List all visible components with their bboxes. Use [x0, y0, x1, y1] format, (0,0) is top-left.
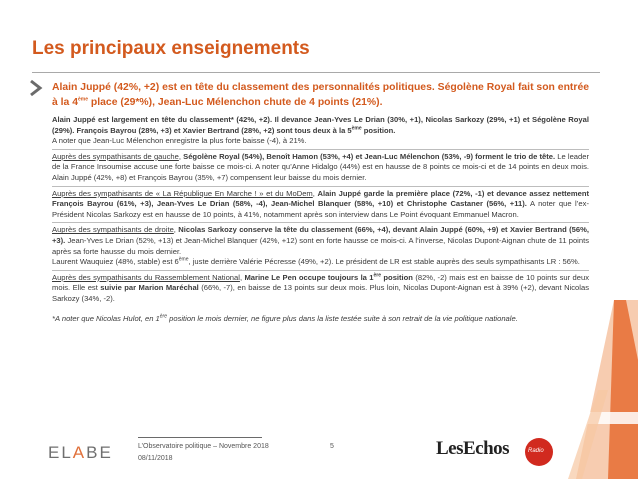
right-text: Jean-Yves Le Drian (52%, +13) et Jean-Michel Blanquer (42%, +12) sont en forte hausse ce mois-ci. A l’inverse, Nicolas Dupont-Aignan chute de 11 points après sa forte hausse du mois dernier. — [52, 235, 589, 256]
chevron-right-icon — [28, 78, 44, 98]
elabe-logo — [48, 443, 113, 463]
lrem-bold: Alain Juppé garde la première place (72%, -1) et devance assez nettement François Bayrou (61%, +3), Jean-Yves Le Drian (58%, -4), Jean-Michel Blanquer (58%, +10) et Christophe Castaner (56%, +11). — [52, 188, 589, 209]
right-sup: ème — [178, 256, 189, 263]
right-block — [52, 223, 589, 270]
right-heading: Auprès des sympathisants de droite — [52, 225, 174, 235]
lead-text-2: place (29*%), Jean-Luc Mélenchon chute de 4 points (21%). — [88, 96, 383, 108]
left-block — [52, 150, 589, 187]
elabe-logo-b: A — [72, 443, 87, 462]
footer-survey-title: L’Observatoire politique – Novembre 2018 — [138, 443, 269, 450]
left-text: Le leader de la France Insoumise accuse une forte baisse ce mois-ci. A noter qu’Anne Hidalgo (44%) est en hausse de 8 points ce mois-ci et de 14 points en deux mois. Alain Juppé (42%, +8) et François Bayrou (35%, +7) compensent leur baisse du mois dernier. — [52, 151, 589, 182]
lead-text-1: Alain Juppé (42%, +2) est en tête du classement des personnalités politiques. Ségolène Royal fait son entrée à la 4 — [52, 82, 589, 108]
footer-date: 08/11/2018 — [138, 455, 173, 462]
footnote-b: position le mois dernier, ne figure plus dans la liste testée suite à son retrait de la vie politique nationale. — [167, 313, 518, 323]
overall-bold-1: Alain Juppé est largement en tête du classement* (42%, +2). Il devance Jean-Yves Le Drian (30%, +1), Nicolas Sarkozy (29%, +1) et Ségolène Royal (29%). François Bayrou (28%, +3) et Xavier Bertrand (28%, +2) sont tous deux à la 5 — [52, 115, 589, 135]
footer-divider — [138, 437, 262, 438]
page-number: 5 — [330, 443, 334, 450]
rn-bold-2: position — [381, 272, 413, 282]
overall-note: A noter que Jean-Luc Mélenchon enregistre la plus forte baisse (-4), à 21%. — [52, 136, 307, 146]
elabe-logo-a: EL — [48, 443, 73, 462]
brand-a-graphic — [568, 300, 638, 479]
footnote-a: *A noter que Nicolas Hulot, en 1 — [52, 313, 160, 323]
right-text-2b: , juste derrière Valérie Pécresse (49%, +2). Le président de LR est stable auprès des seuls sympathisants LR : 56%. — [188, 257, 580, 267]
rn-heading: Auprès des sympathisants du Rassemblement National — [52, 272, 240, 282]
left-sep: , — [178, 151, 184, 161]
footnote — [52, 314, 589, 325]
footnote-sup: ère — [159, 312, 168, 319]
lrem-sep: , — [312, 188, 318, 198]
right-bold: Nicolas Sarkozy conserve la tête du classement (66%, +4), devant Alain Juppé (60%, +9) et Xavier Bertrand (56%, +3). — [52, 225, 589, 245]
lrem-text: A noter que l’ex-Président Nicolas Sarkozy est en hausse de 10 points, à 41%, notamment après son interview dans Le Point évoquant Emmanuel Macron. — [52, 199, 589, 219]
rn-block — [52, 271, 589, 307]
elabe-logo-c: BE — [86, 443, 113, 462]
lrem-block — [52, 187, 589, 224]
radio-logo-text: Radio — [528, 448, 544, 454]
rn-text-1: (82%, -2) mais est en baisse de 10 points sur deux mois. Elle est — [52, 272, 590, 293]
rn-text-2: (66%, -7), en baisse de 13 points sur deux mois. Plus loin, Nicolas Dupont-Aignan est à 39% (+2), devant Nicolas Sarkozy (34%, -2). — [52, 283, 589, 303]
rn-bold-1: Marine Le Pen occupe toujours la 1 — [244, 272, 374, 282]
overall-bold-2: position. — [361, 125, 396, 135]
rn-sup: ère — [373, 272, 382, 279]
overall-sup: ème — [351, 125, 362, 132]
page-title: Les principaux enseignements — [32, 38, 310, 59]
lead-summary — [52, 81, 589, 110]
les-echos-logo: LesEchos — [436, 438, 510, 459]
left-bold: Ségolène Royal (54%), Benoît Hamon (53%, +4) et Jean-Luc Mélenchon (53%, -9) forment le trio de tête. — [183, 151, 556, 161]
lrem-heading: Auprès des sympathisants de « La République En Marche ! » et du MoDem — [52, 188, 313, 198]
rn-sep: , — [239, 272, 245, 282]
overall-block — [52, 113, 589, 150]
lead-sup: ème — [78, 96, 89, 103]
radio-partner-logo — [525, 438, 553, 466]
title-divider — [32, 72, 600, 73]
right-sep: , — [173, 225, 179, 235]
rn-bold-3: suivie par Marion Maréchal — [100, 283, 199, 293]
left-heading: Auprès des sympathisants de gauche — [52, 151, 179, 161]
main-content — [52, 113, 589, 324]
right-text-2a: Laurent Wauquiez (48%, stable) est 6 — [52, 257, 179, 267]
